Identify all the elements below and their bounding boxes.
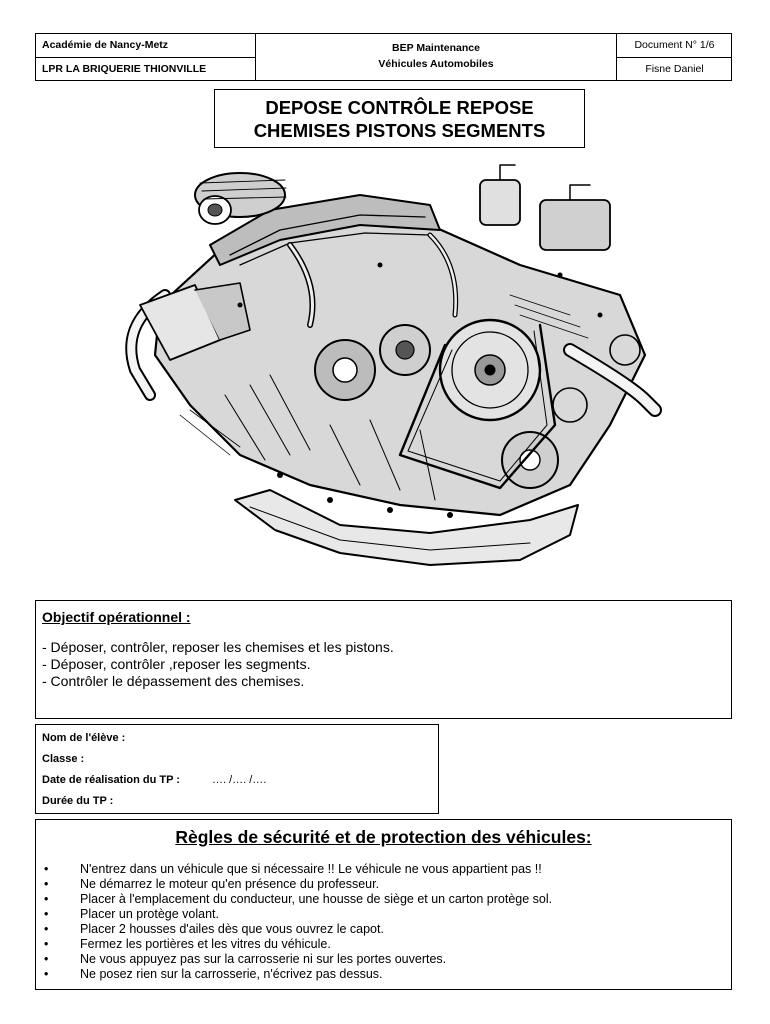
bullet-icon: • <box>44 892 49 906</box>
bullet-icon: • <box>44 952 49 966</box>
rule-text: Placer à l'emplacement du conducteur, une housse de siège et un carton protège sol. <box>80 892 553 906</box>
objective-title: Objectif opérationnel : <box>42 609 191 625</box>
title-line-2: CHEMISES PISTONS SEGMENTS <box>253 120 546 141</box>
date-row <box>42 773 432 794</box>
date-value: …. /…. /…. <box>211 774 267 786</box>
rule-text: Ne démarrez le moteur qu'en présence du professeur. <box>80 877 380 891</box>
rule-item <box>42 952 725 967</box>
rule-item <box>42 967 725 982</box>
rule-item <box>42 877 725 892</box>
v6-engine-illustration <box>100 155 670 575</box>
date-label: Date de réalisation du TP : <box>42 774 180 786</box>
rule-text: Placer 2 housses d'ailes dès que vous ouvrez le capot. <box>80 922 384 936</box>
academy-name: Académie de Nancy-Metz <box>36 34 256 58</box>
course-line-1: BEP Maintenance <box>392 42 480 54</box>
student-info-box <box>35 724 439 814</box>
rules-title: Règles de sécurité et de protection des véhicules: <box>175 827 592 847</box>
rules-list <box>42 862 725 982</box>
title-line-1: DEPOSE CONTRÔLE REPOSE <box>265 97 534 118</box>
rule-text: Ne vous appuyez pas sur la carrosserie ni sur les portes ouvertes. <box>80 952 447 966</box>
rule-item <box>42 922 725 937</box>
class-label: Classe : <box>42 753 85 765</box>
bullet-icon: • <box>44 937 49 951</box>
course-line-2: Véhicules Automobiles <box>378 58 494 70</box>
bullet-icon: • <box>44 922 49 936</box>
objective-box <box>35 600 732 719</box>
course-title <box>256 34 616 81</box>
bullet-icon: • <box>44 862 49 876</box>
rule-text: Fermez les portières et les vitres du véhicule. <box>80 937 331 951</box>
bullet-icon: • <box>44 967 49 981</box>
school-name: LPR LA BRIQUERIE THIONVILLE <box>36 58 256 81</box>
document-header <box>35 33 732 81</box>
rule-item <box>42 862 725 877</box>
rule-item <box>42 907 725 922</box>
rule-item <box>42 937 725 952</box>
student-name-label: Nom de l'élève : <box>42 732 126 744</box>
safety-rules-box <box>35 819 732 990</box>
rule-item <box>42 892 725 907</box>
rule-text: N'entrez dans un véhicule que si nécessaire !! Le véhicule ne vous appartient pas !! <box>80 862 542 876</box>
page-title <box>214 89 585 148</box>
document-number: Document N° 1/6 <box>616 34 732 58</box>
rule-text: Placer un protège volant. <box>80 907 219 921</box>
objective-line: - Déposer, contrôler, reposer les chemises et les pistons. <box>42 639 394 655</box>
objective-line: - Déposer, contrôler ,reposer les segments. <box>42 656 311 672</box>
objective-line: - Contrôler le dépassement des chemises. <box>42 673 305 689</box>
bullet-icon: • <box>44 877 49 891</box>
author-name: Fisne Daniel <box>616 58 732 81</box>
duration-label: Durée du TP : <box>42 795 114 807</box>
rule-text: Ne posez rien sur la carrosserie, n'écrivez pas dessus. <box>80 967 383 981</box>
bullet-icon: • <box>44 907 49 921</box>
